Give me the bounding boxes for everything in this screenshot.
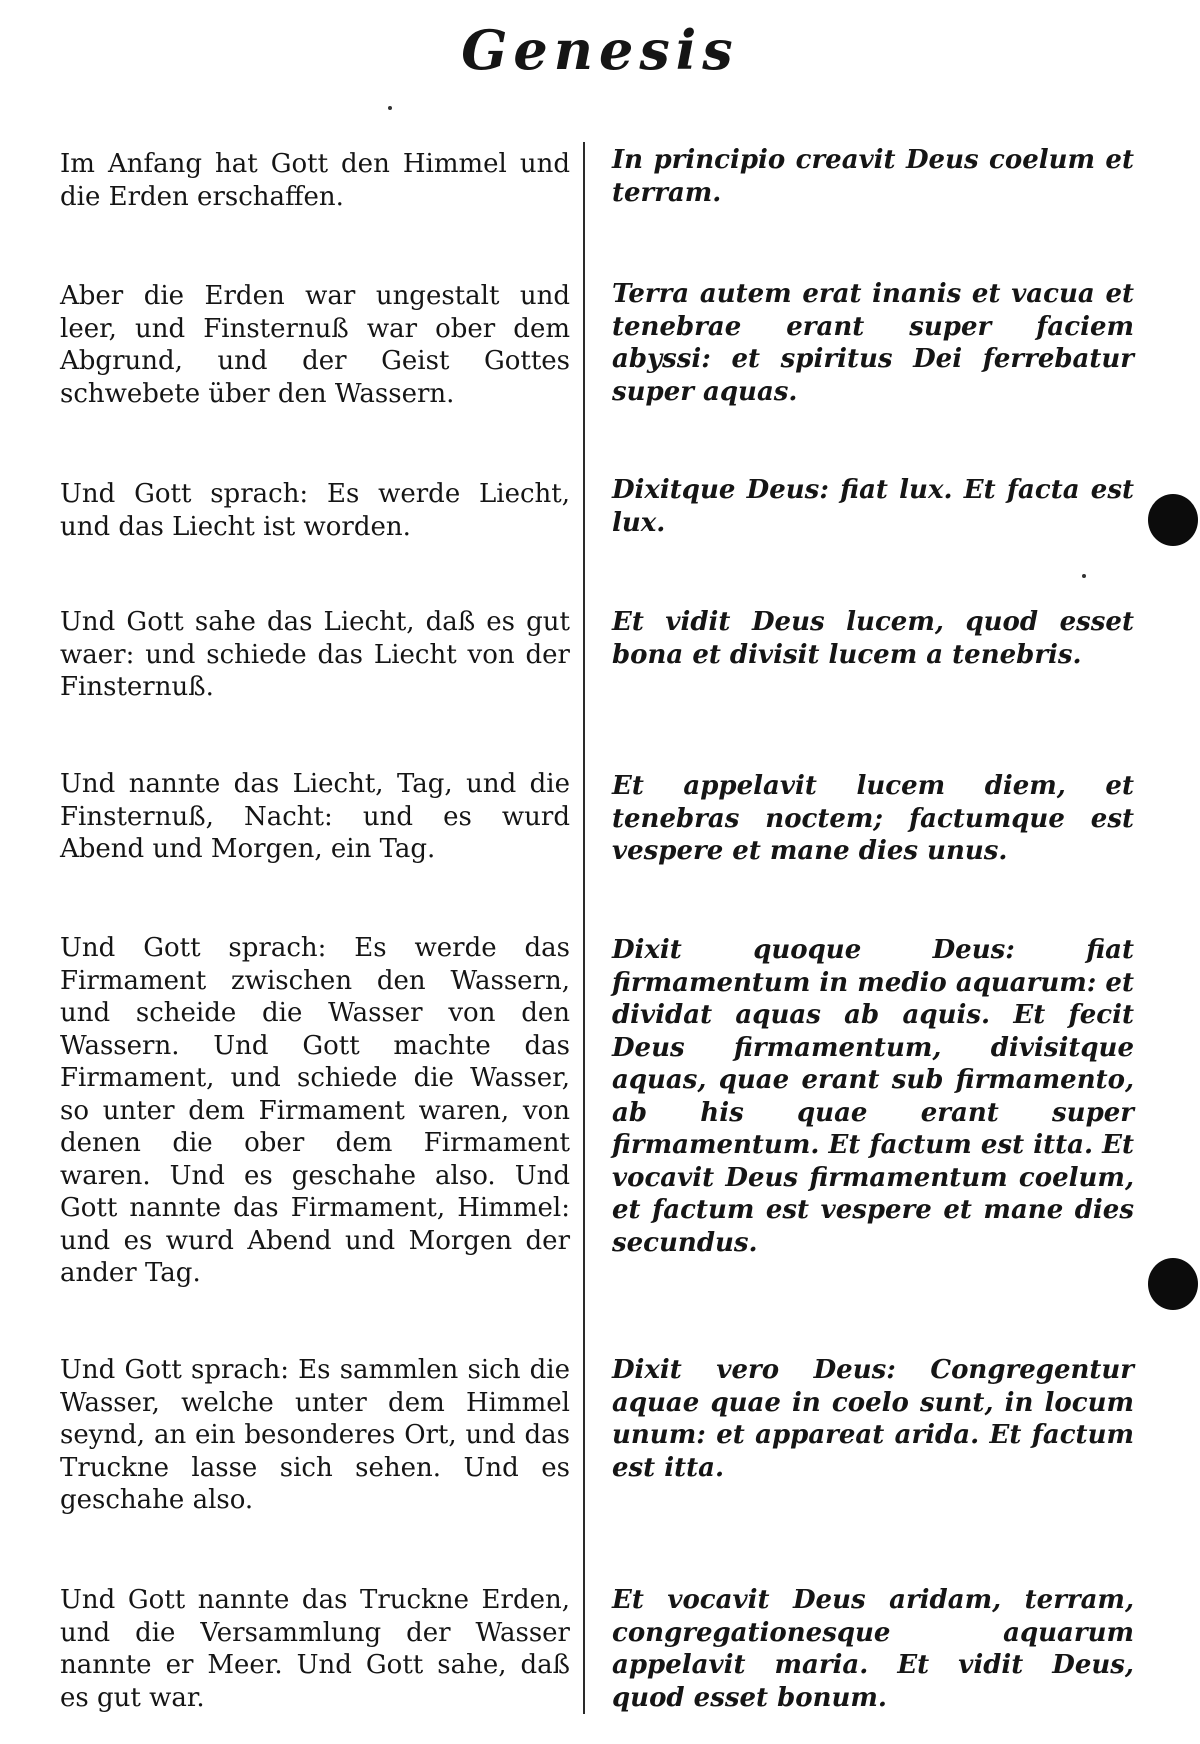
verse-6-latin: Dixit quoque Deus: fiat firmamentum in medio aquarum: et dividat aquas ab aquis. Et fecit Deus firmamentum, divisitque aquas, quae erant sub firmamento, ab his quae erant super firmamentum. Et factum est itta. Et vocavit Deus firmamentum coelum, et factum est vespere et mane dies secundus.: [612, 935, 1134, 1258]
ink-blot: [1148, 1258, 1198, 1310]
verse-1-german: Im Anfang hat Gott den Himmel und die Erden erschaffen.: [60, 149, 570, 212]
verse-4-german: Und Gott sahe das Liecht, daß es gut waer: und schiede das Liecht von der Finsternuß.: [60, 607, 570, 702]
verse-3-german: Und Gott sprach: Es werde Liecht, und das Liecht ist worden.: [60, 479, 570, 542]
verse-3-latin: Dixitque Deus: fiat lux. Et facta est lux.: [612, 475, 1134, 538]
verse-6-german: Und Gott sprach: Es werde das Firmament zwischen den Wassern, und scheide die Wasser von den Wassern. Und Gott machte das Firmament, und schiede die Wasser, so unter dem Firmament waren, von denen die ober dem Firmament waren. Und es geschahe also. Und Gott nannte das Firmament, Himmel: und es wurd Abend und Morgen der ander Tag.: [60, 933, 570, 1288]
verse-2-german: Aber die Erden war ungestalt und leer, und Finsternuß war ober dem Abgrund, und der Geist Gottes schwebete über den Wassern.: [60, 281, 570, 409]
page-title: Genesis: [461, 18, 739, 82]
verse-8-german: Und Gott nannte das Truckne Erden, und die Versammlung der Wasser nannte er Meer. Und Gott sahe, daß es gut war.: [60, 1585, 570, 1713]
ink-blot: [1148, 494, 1198, 546]
speck: [388, 106, 392, 110]
verse-7-latin: Dixit vero Deus: Congregentur aquae quae in coelo sunt, in locum unum: et appareat arida. Et factum est itta.: [612, 1355, 1134, 1483]
verse-4-latin: Et vidit Deus lucem, quod esset bona et divisit lucem a tenebris.: [612, 607, 1134, 670]
column-divider: [583, 142, 585, 1714]
verse-7-german: Und Gott sprach: Es sammlen sich die Wasser, welche unter dem Himmel seynd, an ein besonderes Ort, und das Truckne lasse sich sehen. Und es geschahe also.: [60, 1355, 570, 1515]
verse-5-german: Und nannte das Liecht, Tag, und die Finsternuß, Nacht: und es wurd Abend und Morgen, ein Tag.: [60, 769, 570, 864]
verse-1-latin: In principio creavit Deus coelum et terram.: [612, 145, 1134, 208]
verse-2-latin: Terra autem erat inanis et vacua et tenebrae erant super faciem abyssi: et spiritus Dei ferrebatur super aquas.: [612, 279, 1134, 407]
verse-5-latin: Et appelavit lucem diem, et tenebras noctem; factumque est vespere et mane dies unus.: [612, 771, 1134, 866]
speck: [1082, 574, 1086, 578]
verse-8-latin: Et vocavit Deus aridam, terram, congregationesque aquarum appelavit maria. Et vidit Deus, quod esset bonum.: [612, 1585, 1134, 1713]
